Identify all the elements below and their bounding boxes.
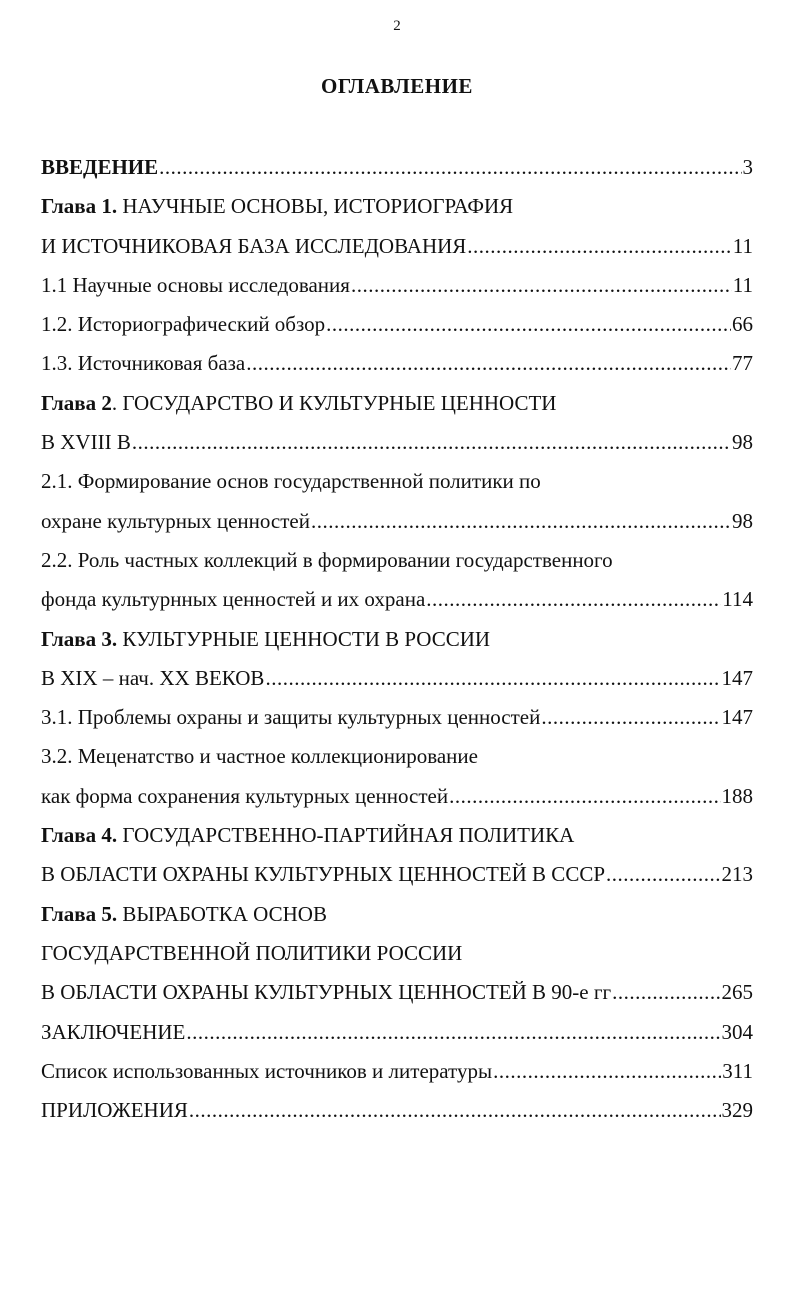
toc-entry[interactable] bbox=[41, 148, 753, 187]
toc-entry-title bbox=[41, 462, 541, 501]
toc-page-number: 304 bbox=[721, 1019, 753, 1044]
toc-entry-title bbox=[41, 698, 540, 737]
toc-page-number: 3 bbox=[742, 155, 753, 179]
dot-leader bbox=[612, 973, 720, 1012]
toc-entry[interactable] bbox=[41, 423, 753, 462]
toc-page-number: 147 bbox=[721, 705, 753, 730]
toc-entry-title bbox=[41, 1013, 185, 1052]
toc-entry-title bbox=[41, 266, 350, 305]
dot-leader bbox=[426, 580, 721, 619]
toc-entry-title bbox=[41, 384, 556, 423]
toc-entry-title bbox=[41, 895, 327, 934]
dot-leader bbox=[189, 1091, 721, 1130]
toc-entry-text: НАУЧНЫЕ ОСНОВЫ, ИСТОРИОГРАФИЯ bbox=[117, 194, 514, 219]
toc-entry-title bbox=[41, 1091, 188, 1130]
toc-entry[interactable] bbox=[41, 737, 753, 776]
toc-page-number: 147 bbox=[721, 665, 753, 690]
toc-entry[interactable] bbox=[41, 502, 753, 541]
toc-entry[interactable] bbox=[41, 620, 753, 659]
toc-page-number: 265 bbox=[721, 980, 753, 1005]
toc-entry-text: охране культурных ценностей bbox=[41, 508, 310, 533]
toc-entry-text: 1.2. Историографический обзор bbox=[41, 312, 326, 337]
dot-leader bbox=[311, 502, 731, 541]
table-of-contents bbox=[41, 148, 753, 1130]
toc-entry[interactable] bbox=[41, 384, 753, 423]
page-number: 2 bbox=[393, 18, 401, 34]
toc-entry-text: И ИСТОЧНИКОВАЯ БАЗА ИССЛЕДОВАНИЯ bbox=[41, 233, 467, 258]
toc-entry[interactable] bbox=[41, 973, 753, 1012]
toc-entry-text: ЗАКЛЮЧЕНИЕ bbox=[41, 1019, 186, 1044]
dot-leader bbox=[265, 659, 720, 698]
toc-entry-title bbox=[41, 737, 478, 776]
toc-entry-title bbox=[41, 1052, 492, 1091]
toc-entry-text: ПРИЛОЖЕНИЯ bbox=[41, 1098, 188, 1123]
toc-entry-title bbox=[41, 305, 325, 344]
dot-leader bbox=[159, 148, 741, 187]
toc-entry-title bbox=[41, 659, 264, 698]
toc-entry[interactable] bbox=[41, 344, 753, 383]
toc-entry-text: В XIX – нач. XX ВЕКОВ bbox=[41, 665, 265, 690]
toc-page-number: 11 bbox=[732, 272, 753, 297]
toc-entry-text: В ОБЛАСТИ ОХРАНЫ КУЛЬТУРНЫХ ЦЕННОСТЕЙ В СССР bbox=[41, 862, 606, 887]
toc-entry[interactable] bbox=[41, 227, 753, 266]
dot-leader bbox=[493, 1052, 721, 1091]
toc-entry[interactable] bbox=[41, 1013, 753, 1052]
toc-entry[interactable] bbox=[41, 541, 753, 580]
chapter-label: Глава 2 bbox=[41, 390, 112, 415]
toc-page-number: 98 bbox=[732, 430, 753, 455]
toc-entry-title bbox=[41, 973, 611, 1012]
toc-entry[interactable] bbox=[41, 816, 753, 855]
chapter-label: Глава 3. bbox=[41, 626, 118, 651]
toc-entry-text: ГОСУДАРСТВЕННО-ПАРТИЙНАЯ ПОЛИТИКА bbox=[117, 823, 575, 848]
toc-entry-text: 2.2. Роль частных коллекций в формировании государственного bbox=[41, 547, 613, 572]
toc-entry-text: 3.1. Проблемы охраны и защиты культурных ценностей bbox=[41, 705, 541, 730]
dot-leader bbox=[449, 777, 720, 816]
toc-entry-text: ГОСУДАРСТВЕННОЙ ПОЛИТИКИ РОССИИ bbox=[41, 940, 463, 965]
toc-entry-title bbox=[41, 816, 574, 855]
dot-leader bbox=[326, 305, 731, 344]
toc-entry-text: В XVIII В bbox=[41, 430, 131, 455]
toc-entry[interactable] bbox=[41, 1091, 753, 1130]
toc-entry[interactable] bbox=[41, 895, 753, 934]
toc-entry[interactable] bbox=[41, 187, 753, 226]
toc-page-number: 77 bbox=[732, 351, 753, 376]
dot-leader bbox=[606, 855, 720, 894]
toc-entry-title bbox=[41, 777, 448, 816]
toc-entry-text: КУЛЬТУРНЫЕ ЦЕННОСТИ В РОССИИ bbox=[117, 626, 491, 651]
toc-entry-title bbox=[41, 934, 462, 973]
dot-leader bbox=[351, 266, 732, 305]
toc-entry-title bbox=[41, 502, 310, 541]
dot-leader bbox=[246, 344, 731, 383]
toc-entry[interactable] bbox=[41, 266, 753, 305]
toc-entry[interactable] bbox=[41, 1052, 753, 1091]
dot-leader bbox=[186, 1013, 720, 1052]
toc-page-number: 66 bbox=[732, 312, 753, 337]
chapter-label: Глава 4. bbox=[41, 823, 118, 848]
toc-entry-title bbox=[41, 423, 131, 462]
toc-page-number: 11 bbox=[732, 233, 753, 258]
toc-page-number: 311 bbox=[722, 1058, 753, 1083]
toc-page-number: 188 bbox=[721, 783, 753, 808]
toc-entry[interactable] bbox=[41, 305, 753, 344]
toc-entry-title bbox=[41, 344, 245, 383]
toc-entry-title bbox=[41, 541, 613, 580]
toc-page-number: 114 bbox=[722, 587, 753, 612]
toc-entry-text: Список использованных источников и литературы bbox=[41, 1058, 493, 1083]
toc-entry-text: ВЫРАБОТКА ОСНОВ bbox=[117, 901, 327, 926]
chapter-label: ВВЕДЕНИЕ bbox=[41, 155, 159, 179]
toc-entry-text: . ГОСУДАРСТВО И КУЛЬТУРНЫЕ ЦЕННОСТИ bbox=[111, 390, 557, 415]
dot-leader bbox=[541, 698, 720, 737]
toc-entry-title bbox=[41, 227, 466, 266]
toc-entry[interactable] bbox=[41, 659, 753, 698]
toc-page-number: 213 bbox=[721, 862, 753, 887]
toc-entry-text: 1.1 Научные основы исследования bbox=[41, 272, 350, 297]
toc-entry-text: В ОБЛАСТИ ОХРАНЫ КУЛЬТУРНЫХ ЦЕННОСТЕЙ В 90-е гг bbox=[41, 980, 612, 1005]
toc-entry-title bbox=[41, 580, 425, 619]
toc-entry-text: 2.1. Формирование основ государственной политики по bbox=[41, 469, 541, 494]
toc-entry-text: фонда культурнных ценностей и их охрана bbox=[41, 587, 426, 612]
toc-entry-text: 3.2. Меценатство и частное коллекционирование bbox=[41, 744, 478, 769]
chapter-label: Глава 5. bbox=[41, 901, 118, 926]
toc-entry[interactable] bbox=[41, 777, 753, 816]
toc-entry-title bbox=[41, 187, 513, 226]
toc-page-number: 98 bbox=[732, 508, 753, 533]
chapter-label: Глава 1. bbox=[41, 194, 118, 219]
toc-entry-text: 1.3. Источниковая база bbox=[41, 351, 246, 376]
toc-entry-text: как форма сохранения культурных ценностей bbox=[41, 783, 449, 808]
toc-entry[interactable] bbox=[41, 855, 753, 894]
toc-entry-title bbox=[41, 148, 158, 187]
dot-leader bbox=[132, 423, 731, 462]
toc-entry[interactable] bbox=[41, 462, 753, 501]
toc-entry-title bbox=[41, 855, 605, 894]
toc-entry[interactable] bbox=[41, 698, 753, 737]
toc-entry[interactable] bbox=[41, 934, 753, 973]
toc-page-number: 329 bbox=[721, 1098, 753, 1123]
toc-entry[interactable] bbox=[41, 580, 753, 619]
toc-entry-title bbox=[41, 620, 490, 659]
dot-leader bbox=[467, 227, 731, 266]
page-title: ОГЛАВЛЕНИЕ bbox=[321, 74, 473, 98]
